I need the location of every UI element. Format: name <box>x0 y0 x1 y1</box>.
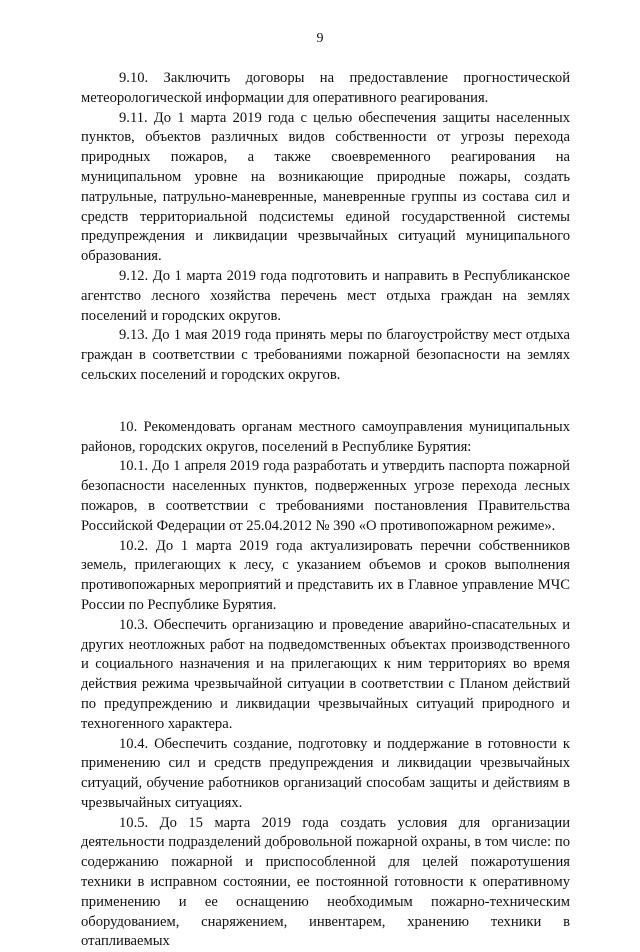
paragraph-10: 10. Рекомендовать органам местного самоуправления муниципальных районов, городских округов, поселений в Республике Бурятия: <box>81 418 570 455</box>
paragraph-9-10: 9.10. Заключить договоры на предоставление прогностической метеорологической информации для оперативного реагирования. <box>81 70 570 106</box>
paragraph-10-3: 10.3. Обеспечить организацию и проведение аварийно-спасательных и других неотложных работ на подведомственных объектах производственного и социального назначения и на прилегающих к ним территориях во время действия режима чрезвычайной ситуации в соответствии с Планом действий по предупреждению и ликвидации чрезвычайных ситуаций природного и техногенного характера. <box>81 616 570 732</box>
paragraph-10-5: 10.5. До 15 марта 2019 года создать условия для организации деятельности подразделений добровольной пожарной охраны, в том числе: по содержанию пожарной и приспособленной для целей пожаротушения техники в исправном состоянии, ее постоянной готовности к оперативному применению и ее оснащению необходимым пожарно-техническим оборудованием, снаряжением, инвентарем, хранению техники в отапливаемых <box>81 814 570 950</box>
paragraph-9-12: 9.12. До 1 марта 2019 года подготовить и направить в Республиканское агентство лесного хозяйства перечень мест отдыха граждан на землях поселений и городских округов. <box>81 267 570 324</box>
document-body <box>81 69 570 952</box>
paragraph-10-4: 10.4. Обеспечить создание, подготовку и поддержание в готовности к применению сил и средств предупреждения и ликвидации чрезвычайных ситуаций, обучение работников организаций способам защиты и действиям в чрезвычайных ситуациях. <box>81 735 570 811</box>
paragraph-9-11: 9.11. До 1 марта 2019 года с целью обеспечения защиты населенных пунктов, объектов различных видов собственности от угрозы перехода природных пожаров, а также своевременного реагирования на муниципальном уровне на возникающие природные пожары, создать патрульные, патрульно-маневренные, маневренные группы из состава сил и средств территориальной подсистемы единой государственной системы предупреждения и ликвидации чрезвычайных ситуаций муниципального образования. <box>81 109 570 265</box>
paragraph-10-2: 10.2. До 1 марта 2019 года актуализировать перечни собственников земель, прилегающих к лесу, с указанием объемов и сроков выполнения противопожарных мероприятий и представить их в Главное управление МЧС России по Республике Бурятия. <box>81 537 570 613</box>
page-number: 9 <box>316 31 324 46</box>
paragraph-9-13: 9.13. До 1 мая 2019 года принять меры по благоустройству мест отдыха граждан в соответствии с требованиями пожарной безопасности на землях сельских поселений и городских округов. <box>81 327 570 383</box>
section-gap <box>81 386 570 418</box>
paragraph-10-1: 10.1. До 1 апреля 2019 года разработать и утвердить паспорта пожарной безопасности населенных пунктов, подверженных угрозе перехода лесных пожаров, в соответствии с требованиями постановления Правительства Российской Федерации от 25.04.2012 № 390 «О противопожарном режиме». <box>81 458 570 534</box>
